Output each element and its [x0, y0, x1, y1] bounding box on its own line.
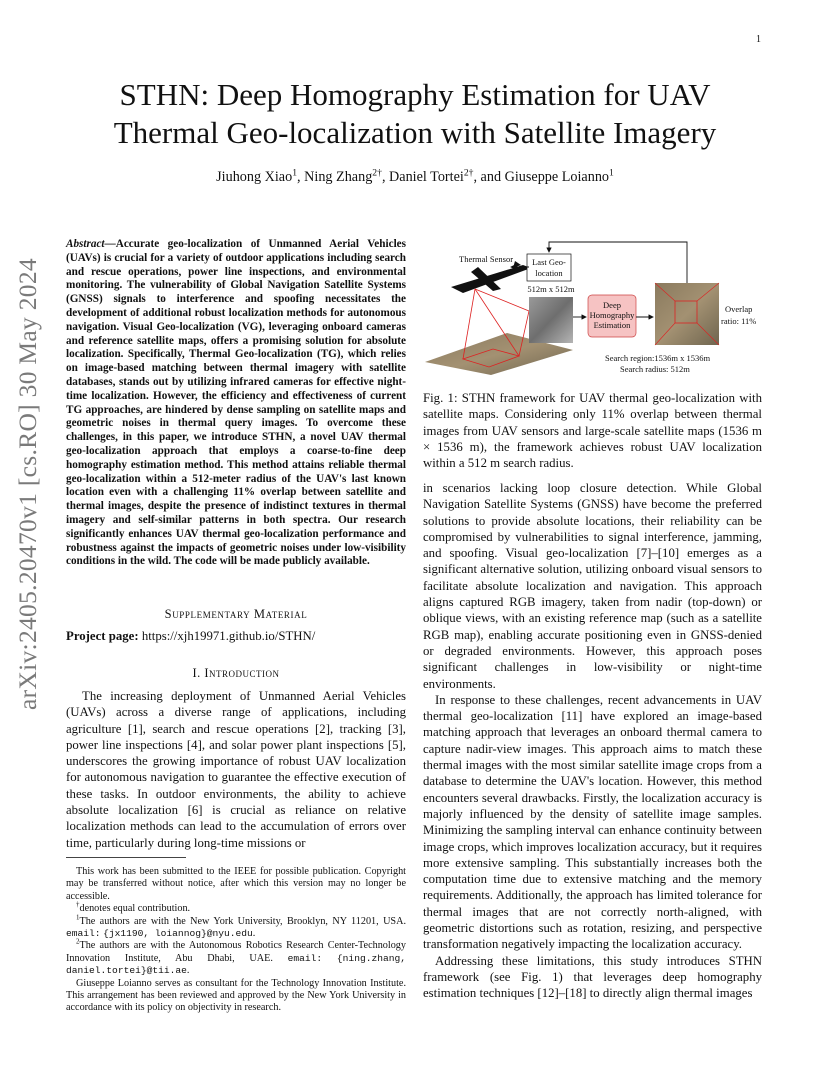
footnote-affiliation-1: $^1$The authors are with the New York University, Brooklyn, NY 11201, USA. email: {jx1190, loiannog}@nyu.edu.: [66, 914, 406, 940]
author-list: Jiuhong Xiao$^1$, Ning Zhang$^{2\dagger}$, Daniel Tortei$^{2\dagger}$, and Giuseppe Loianno$^1$: [216, 167, 614, 185]
network-label-line3: Estimation: [593, 320, 631, 330]
project-page-link[interactable]: https://xjh19971.github.io/STHN/: [141, 629, 316, 643]
affiliation-mark: 1: [292, 167, 298, 179]
footnotes: [66, 866, 406, 1015]
footnote-mark: †: [76, 901, 80, 909]
supplementary-heading: Supplementary Material: [164, 607, 308, 621]
body-paragraph: In response to these challenges, recent advancements in UAV thermal geo-localization [11] have explored an image-based matching approach that leverages an onboard thermal camera to capture nadir-view images. This approach aims to match these thermal images with the most similar satellite image crops from a database to determine the UAV's location. However, this method encounters several drawbacks. Firstly, the localization accuracy is majorly influenced by the density of satellite image samples. Minimizing the sampling interval can enhance continuity between image crops, which improves localization accuracy, but it requires more extensive sampling. This substantially increases both the computation time due to extensive matching and the memory requirements. Additionally, the approach has limited tolerance for thermal images that are not correctly north-aligned, with geometric distortions such as rotation, resizing, and perspective transformation negatively impacting the localization accuracy.: [423, 692, 762, 952]
footnote-rule: [66, 857, 186, 858]
thermal-crop-image: [529, 297, 573, 343]
search-region-label: Search region:1536m x 1536m: [605, 353, 711, 363]
last-geo-label-line1: Last Geo-: [532, 257, 566, 267]
email-address[interactable]: {ning.zhang, daniel.tortei}@tii.ae: [66, 952, 407, 977]
project-page-label: Project page:: [66, 629, 139, 643]
network-label-line2: Homography: [589, 310, 635, 320]
email-label: email:: [66, 928, 101, 940]
footnote-text: The authors are with the New York University, Brooklyn, NY 11201, USA.: [79, 915, 406, 927]
introduction-heading: I. Introduction: [192, 666, 280, 680]
affiliation-mark: 2†: [463, 167, 474, 179]
uav-icon: [451, 261, 531, 293]
footnote-consultant: Giuseppe Loianno serves as consultant for the Technology Innovation Institute. This arrangement has been reviewed and approved by the New York University in accordance with its policy on objectivity in research.: [66, 977, 406, 1014]
paper-title: STHN: Deep Homography Estimation for UAV Thermal Geo-localization with Satellite Imagery: [113, 77, 717, 150]
crop-size-label: 512m x 512m: [527, 284, 575, 294]
framework-figure: [423, 237, 763, 377]
sensor-label: Thermal Sensor: [459, 254, 514, 264]
abstract-text: —Accurate geo-localization of Unmanned Aerial Vehicles (UAVs) is crucial for a variety of outdoor applications including search and rescue operations, power line inspections, and environmental monitoring. The vulnerability of Global Navigation Satellite Systems (GNSS) signals to interference and spoofing necessitates the development of additional robust localization methods for autonomous navigation. Visual Geo-localization (VG), leveraging onboard cameras and reference satellite maps, offers a promising solution for absolute localization. Specifically, Thermal Geo-localization (TG), which relies on image-based matching between thermal imagery with satellite databases, stands out by utilizing infrared cameras for effective night-time localization. However, the efficiency and effectiveness of current TG approaches, are hindered by dense sampling on satellite maps and geometric noises in thermal query images. To overcome these challenges, in this paper, we introduce STHN, a novel UAV thermal geo-localization approach that employs a coarse-to-fine deep homography estimation method. This method attains reliable thermal geo-localization within a 512-meter radius of the UAV's last known location even with a challenging 11% overlap between satellite and thermal images, despite the presence of indistinct textures in thermal imagery and self-similar patterns in both spectra. Our research significantly enhances UAV thermal geo-localization performance and robustness against the impacts of geometric noises under low-visibility conditions in the wild. The code will be made publicly available.: [66, 238, 406, 568]
body-paragraph: in scenarios lacking loop closure detection. While Global Navigation Satellite Systems (GNSS) have become the preferred solutions to provide absolute locations, their reliability can be compromised by vulnerabilities to signal interference, jamming, and spoofing. Visual geo-localization [7]–[10] emerges as a significant alternative solution, utilizing onboard visual sensors to facilitate absolute localization and navigation. This approach aligns captured RGB imagery, taken from nadir (top-down) or oblique views, with an existing reference map (such as a satellite RGB map), enabling accurate positioning even in GNSS-denied or degraded environments. However, this approach poses significant challenges in low-visibility or night-time environments.: [423, 481, 762, 691]
affiliation-mark: 1: [609, 167, 614, 179]
affiliation-mark: 2†: [372, 167, 382, 179]
last-geo-label-line2: location: [535, 268, 563, 278]
body-paragraph: Addressing these limitations, this study introduces STHN framework (see Fig. 1) that leverages deep homography estimation techniques [12]–[18] to directly align thermal images: [423, 953, 762, 1001]
overlap-label-line2: ratio: 11%: [721, 316, 757, 326]
footnote-text: The authors are with the Autonomous Robotics Research Center-Technology Innovation Institute, Abu Dhabi, UAE.: [66, 940, 406, 964]
arxiv-stamp: arXiv:2405.20470v1 [cs.RO] 30 May 2024: [13, 258, 42, 710]
author-name: Daniel Tortei: [389, 169, 464, 185]
introduction-body: [66, 688, 406, 851]
figure-caption: Fig. 1: STHN framework for UAV thermal geo-localization with satellite maps. Considering only 11% overlap between thermal images from UAV sensors and large-scale satellite maps (1536 m × 1536 m), the framework achieves robust UAV localization within a 512 m search radius.: [423, 391, 762, 471]
author-name: Ning Zhang: [304, 169, 373, 185]
footnote-submission: This work has been submitted to the IEEE for possible publication. Copyright may be transferred without notice, after which this version may no longer be accessible.: [66, 866, 406, 902]
network-label-line1: Deep: [603, 300, 621, 310]
right-column-body: [423, 480, 762, 1002]
footnote-mark: 2: [76, 939, 80, 947]
email-address[interactable]: {jx1190, loiannog}@nyu.edu: [103, 928, 253, 940]
footnote-equal: [66, 903, 406, 915]
footnote-affiliation-2: $^2$The authors are with the Autonomous Robotics Research Center-Technology Innovation Institute, Abu Dhabi, UAE. email: {ning.zhang, daniel.tortei}@tii.ae.: [66, 939, 407, 977]
overlap-label-line1: Overlap: [725, 304, 753, 314]
footnote-text: denotes equal contribution.: [79, 903, 191, 915]
abstract: [66, 238, 406, 569]
abstract-label: Abstract: [66, 238, 105, 250]
footnote-mark: 1: [76, 914, 80, 922]
search-radius-label: Search radius: 512m: [620, 364, 690, 374]
email-label: email:: [287, 952, 323, 964]
project-page: [66, 628, 406, 644]
author-name: Giuseppe Loianno: [504, 169, 610, 185]
page-number: 1: [756, 34, 761, 45]
intro-paragraph: The increasing deployment of Unmanned Aerial Vehicles (UAVs) across a diverse range of applications, including agriculture [1], search and rescue operations [2], tracking [3], power line inspections [4], and solar power plant inspections [5], underscores the growing importance of robust UAV localization for autonomous navigation to guarantee the effective execution of these tasks. In outdoor environments, the ability to achieve absolute localization [6] is crucial as reliance on relative localization methods can lead to the accumulation of errors over time, particularly during long-time missions or: [66, 689, 406, 850]
author-name: Jiuhong Xiao: [216, 169, 293, 185]
